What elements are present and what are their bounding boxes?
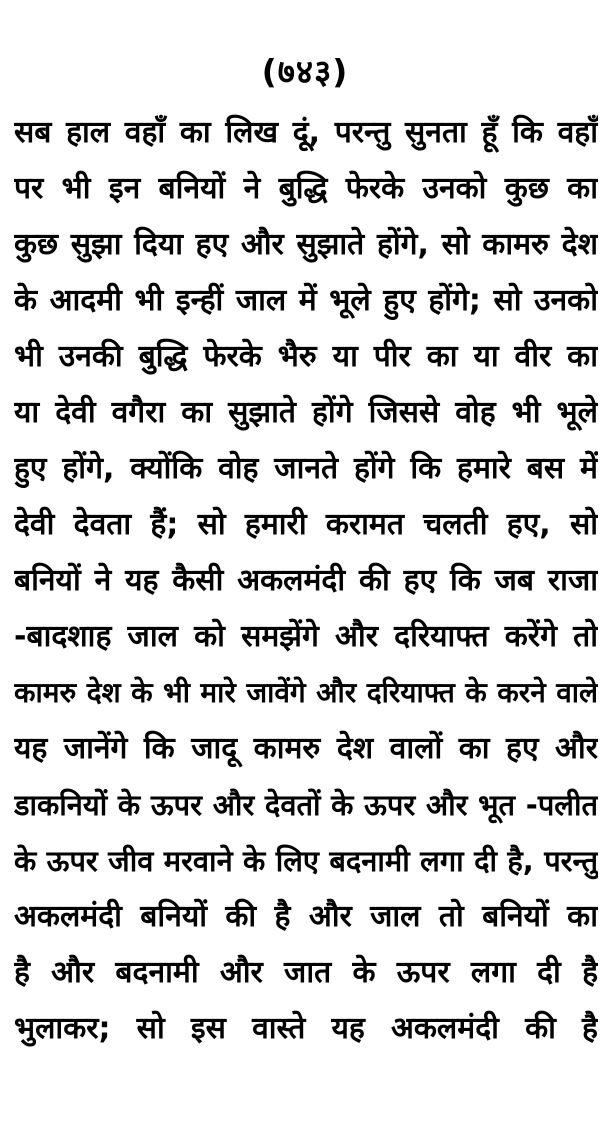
text-line: कुछ सुझा दिया हए और सुझाते होंगे, सो कामरु देश (14, 227, 598, 262)
text-line: हुए होंगे, क्योंकि वोह जानते होंगे कि हमारे बस में (14, 451, 598, 486)
text-line: है और बदनामी और जात के ऊपर लगा दी है (14, 955, 598, 990)
text-line: के आदमी भी इन्हीं जाल में भूले हुए होंगे; सो उनको (14, 283, 598, 318)
text-line: सब हाल वहाँ का लिख दूं, परन्तु सुनता हूँ कि वहाँ (14, 115, 598, 150)
text-line: भी उनकी बुद्धि फेरके भैरु या पीर का या वीर का (14, 339, 598, 374)
text-line: अकलमंदी बनियों की है और जाल तो बनियों का (14, 899, 598, 934)
text-line: भुलाकर; सो इस वास्ते यह अकलमंदी की है (14, 1011, 598, 1046)
text-line: बनियों ने यह कैसी अकलमंदी की हए कि जब राजा (14, 563, 598, 598)
text-line: कामरु देश के भी मारे जावेंगे और दरियाफ्त के करने वाले (14, 676, 598, 709)
text-line: डाकनियों के ऊपर और देवतों के ऊपर और भूत -पलीत (14, 788, 598, 822)
text-line: पर भी इन बनियों ने बुद्धि फेरके उनको कुछ का (14, 171, 598, 206)
text-line: -बादशाह जाल को समझेंगे और दरियाफ्त करेंगे तो (14, 619, 598, 654)
text-line: के ऊपर जीव मरवाने के लिए बदनामी लगा दी है, परन्तु (14, 844, 598, 878)
text-line: या देवी वगैरा का सुझाते होंगे जिससे वोह भी भूले (14, 395, 598, 430)
text-line: यह जानेंगे कि जादू कामरु देश वालों का हए और (14, 731, 598, 766)
body-text (14, 105, 598, 1057)
page-number: (७४३) (261, 52, 349, 91)
text-line: देवी देवता हैं; सो हमारी करामत चलती हए, सो (14, 507, 598, 542)
